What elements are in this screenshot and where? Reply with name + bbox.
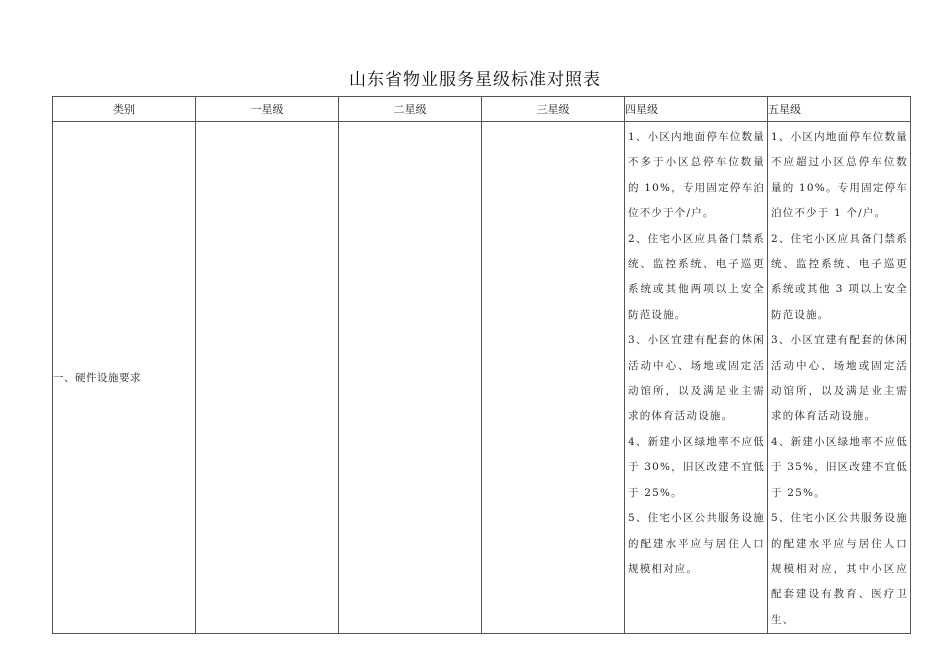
requirement-item: 5、住宅小区公共服务设施的配建水平应与居住人口规模相对应，其中小区应配套建设有教育、医疗卫生、 <box>771 512 908 626</box>
header-four-star: 四星级 <box>625 97 768 122</box>
requirement-item: 3、小区宜建有配套的休闲活动中心、场地或固定活动馆所，以及满足业主需求的体育活动设施。 <box>771 334 908 423</box>
requirement-item: 3、小区宜建有配套的休闲活动中心、场地或固定活动馆所，以及满足业主需求的体育活动设施。 <box>628 334 765 423</box>
star-standard-table <box>52 96 911 634</box>
requirement-item: 4、新建小区绿地率不应低于 30%，旧区改建不宜低于 25%。 <box>628 435 765 499</box>
header-one-star: 一星级 <box>196 97 339 122</box>
three-star-cell <box>482 122 625 634</box>
header-two-star: 二星级 <box>339 97 482 122</box>
five-star-requirements <box>768 122 910 633</box>
two-star-cell <box>339 122 482 634</box>
table-row <box>53 122 911 634</box>
table-header-row <box>53 97 911 122</box>
header-three-star: 三星级 <box>482 97 625 122</box>
document-title: 山东省物业服务星级标准对照表 <box>349 70 601 90</box>
header-category: 类别 <box>53 97 196 122</box>
requirement-item: 5、住宅小区公共服务设施的配建水平应与居住人口规模相对应。 <box>628 512 765 575</box>
requirement-item: 2、住宅小区应具备门禁系统、监控系统、电子巡更系统或其他两项以上安全防范设施。 <box>628 232 765 321</box>
four-star-requirements <box>625 122 767 582</box>
one-star-cell <box>196 122 339 634</box>
requirement-item: 1、小区内地面停车位数量不多于小区总停车位数量的 10%，专用固定停车泊位不少于个/户。 <box>628 131 765 220</box>
category-cell: 一、硬件设施要求 <box>53 122 196 634</box>
requirement-item: 1、小区内地面停车位数量不应超过小区总停车位数量的 10%。专用固定停车泊位不少于 1 个/户。 <box>771 131 908 220</box>
five-star-cell <box>768 122 911 634</box>
requirement-item: 2、住宅小区应具备门禁系统、监控系统、电子巡更系统或其他 3 项以上安全防范设施。 <box>771 232 908 321</box>
four-star-cell <box>625 122 768 634</box>
header-five-star: 五星级 <box>768 97 911 122</box>
requirement-item: 4、新建小区绿地率不应低于 35%，旧区改建不宜低于 25%。 <box>771 435 908 499</box>
